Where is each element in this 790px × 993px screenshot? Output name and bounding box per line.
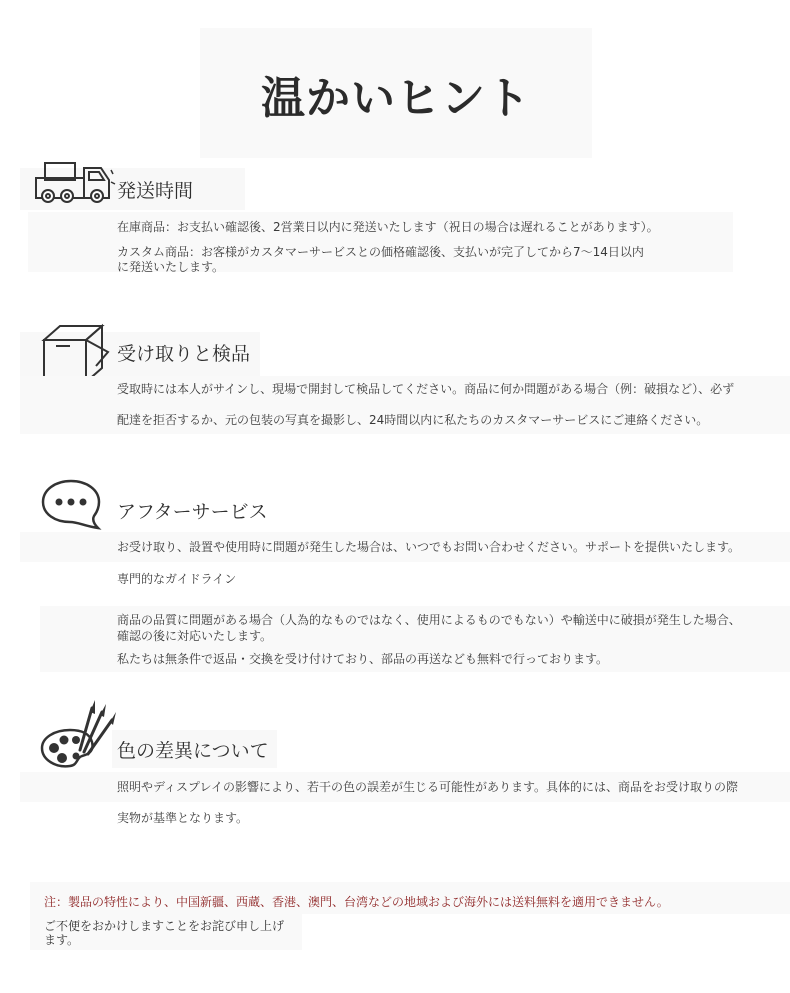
palette-icon bbox=[40, 700, 116, 772]
heading-after-service: アフターサービス bbox=[117, 501, 268, 523]
receipt-line-2: 配達を拒否するか、元の包装の写真を撮影し、24時間以内に私たちのカスタマーサービスにご連絡ください。 bbox=[117, 413, 709, 427]
after-service-guideline-label: 専門的なガイドライン bbox=[117, 572, 237, 586]
truck-icon bbox=[33, 160, 118, 206]
chat-bubble-icon bbox=[40, 478, 102, 532]
receipt-line-1: 受取時には本人がサインし、現場で開封して検品してください。商品に何か問題がある場合（例：破損など）、必ず bbox=[117, 382, 735, 396]
color-line-1: 照明やディスプレイの影響により、若干の色の誤差が生じる可能性があります。具体的には、商品をお受け取りの際 bbox=[117, 780, 739, 794]
heading-receipt-inspection: 受け取りと検品 bbox=[117, 343, 251, 365]
shipping-line-3: に発送いたします。 bbox=[117, 260, 225, 274]
after-service-line-1: お受け取り、設置や使用時に問題が発生した場合は、いつでもお問い合わせください。サポートを提供いたします。 bbox=[117, 540, 741, 554]
after-service-line-2: 商品の品質に問題がある場合（人為的なものではなく、使用によるものでもない）や輸送中に破損が発生した場合、 bbox=[117, 613, 741, 627]
color-line-2: 実物が基準となります。 bbox=[117, 811, 249, 825]
shipping-line-2: カスタム商品：お客様がカスタマーサービスとの価格確認後、支払いが完了してから7～14日以内 bbox=[117, 245, 644, 259]
shipping-exclusion-note: 注：製品の特性により、中国新疆、西蔵、香港、澳門、台湾などの地域および海外には送料無料を適用できません。 bbox=[44, 895, 669, 909]
heading-shipping-time: 発送時間 bbox=[117, 180, 194, 202]
shipping-line-1: 在庫商品：お支払い確認後、2営業日以内に発送いたします（祝日の場合は遅れることがあります）。 bbox=[117, 220, 659, 234]
after-service-line-4: 私たちは無条件で返品・交換を受け付けており、部品の再送なども無料で行っております。 bbox=[117, 652, 609, 666]
heading-color-difference: 色の差異について bbox=[117, 740, 269, 762]
apology-note: ご不便をおかけしますことをお詫び申し上げます。 bbox=[44, 919, 285, 947]
after-service-line-3: 確認の後に対応いたします。 bbox=[117, 629, 273, 643]
page-title: 温かいヒント bbox=[261, 73, 531, 124]
